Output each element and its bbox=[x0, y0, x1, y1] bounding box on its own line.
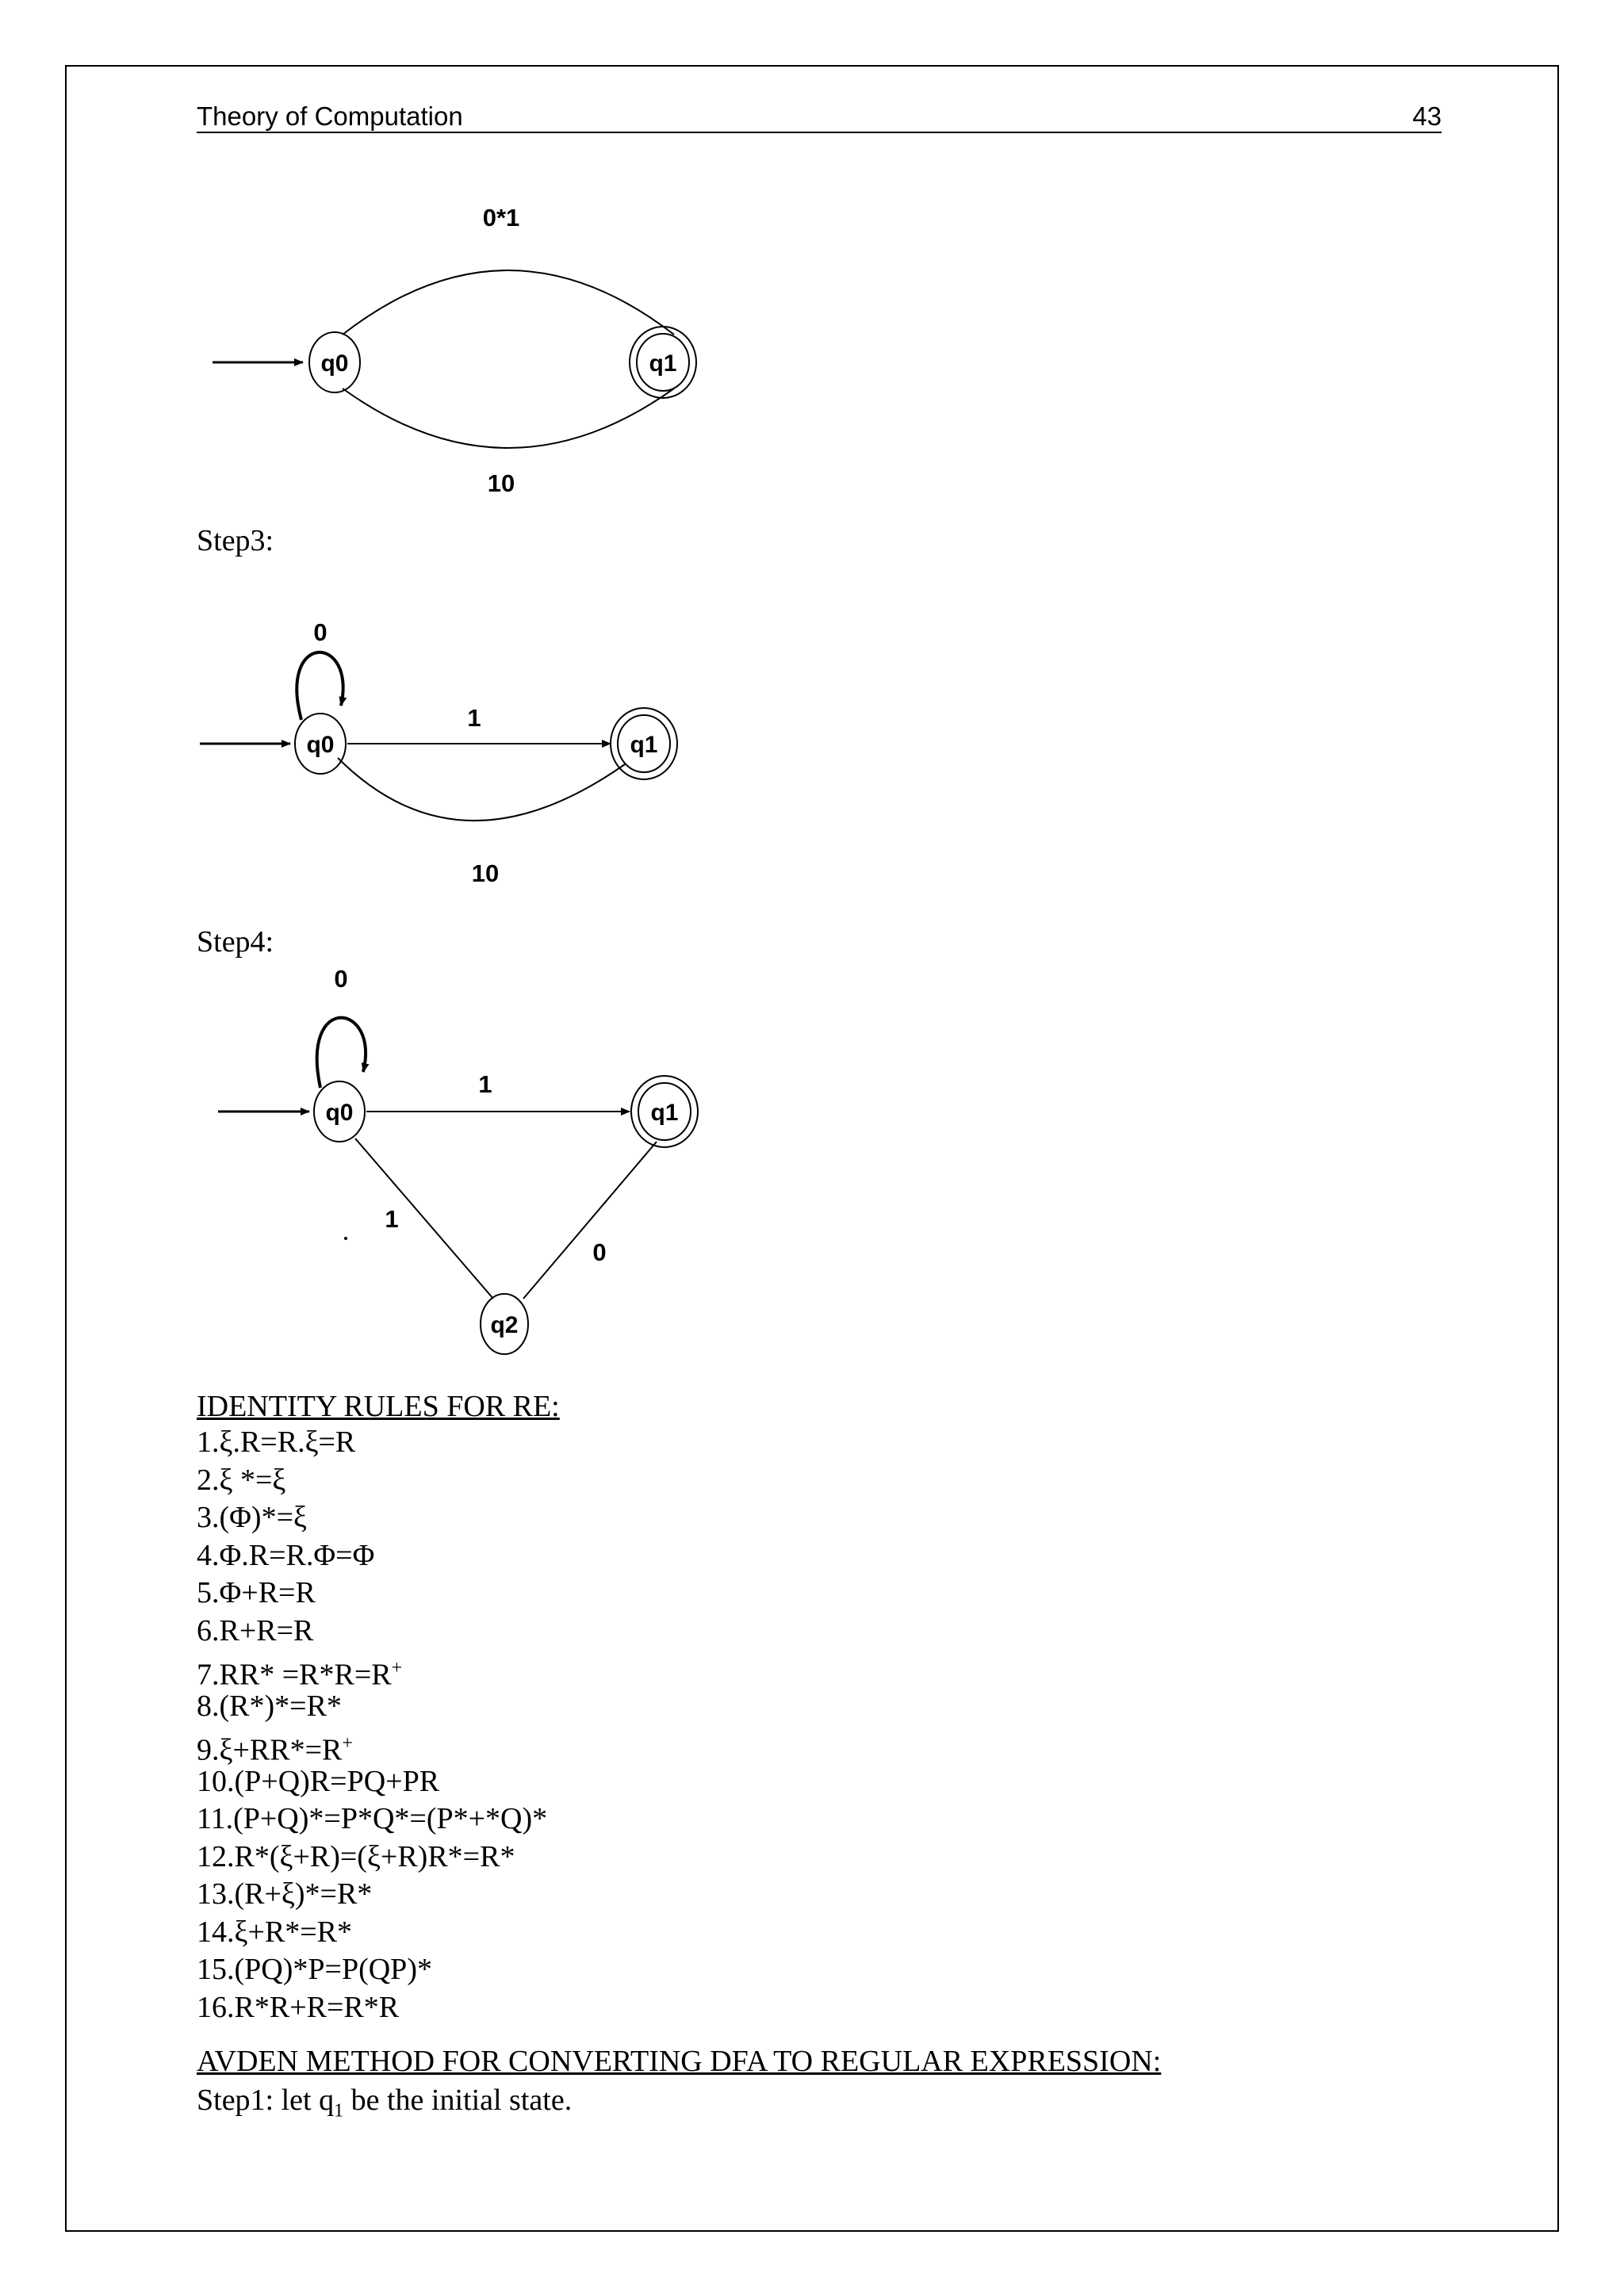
self-loop bbox=[297, 652, 343, 720]
identity-rule bbox=[197, 1613, 547, 1651]
identity-rule-text: 16.R*R+R=R*R bbox=[197, 1990, 400, 2024]
curve-label: 10 bbox=[471, 859, 500, 887]
arden-step1 bbox=[197, 2083, 572, 2122]
identity-rule bbox=[197, 1951, 547, 1989]
step3-label: Step3: bbox=[197, 524, 274, 557]
state-q1-label: q1 bbox=[630, 732, 658, 758]
identity-rule-text: 7.RR* =R*R=R bbox=[197, 1658, 392, 1692]
loop-label: 0 bbox=[334, 965, 348, 993]
edge-q2-q1 bbox=[523, 1142, 657, 1299]
identity-rule bbox=[197, 1688, 547, 1726]
identity-rule-text: 2.ξ *=ξ bbox=[197, 1463, 286, 1497]
arden-method-title: AVDEN METHOD FOR CONVERTING DFA TO REGULAR EXPRESSION: bbox=[197, 2045, 1162, 2078]
identity-rule bbox=[197, 1763, 547, 1801]
identity-rules-list bbox=[197, 1424, 547, 2026]
edge-bottom-label: 10 bbox=[487, 469, 515, 497]
identity-rule bbox=[197, 1876, 547, 1914]
identity-rule-text: 12.R*(ξ+R)=(ξ+R)R*=R* bbox=[197, 1839, 515, 1873]
identity-rule-text: 4.Φ.R=R.Φ=Φ bbox=[197, 1538, 375, 1572]
identity-rule-text: 5.Φ+R=R bbox=[197, 1576, 316, 1609]
diagram-step3 bbox=[200, 652, 677, 821]
step1-text-end: be the initial state. bbox=[343, 2084, 573, 2117]
state-q1-label: q1 bbox=[649, 350, 677, 377]
state-q0-label: q0 bbox=[306, 732, 335, 758]
edge-q0-q2-label: 1 bbox=[385, 1205, 399, 1233]
edge-bottom bbox=[343, 388, 674, 448]
identity-rule bbox=[197, 1462, 547, 1500]
straight-label: 1 bbox=[478, 1070, 492, 1098]
identity-rule-text: 11.(P+Q)*=P*Q*=(P*+*Q)* bbox=[197, 1802, 548, 1835]
identity-rule-text: 8.(R*)*=R* bbox=[197, 1689, 342, 1723]
step1-subscript: 1 bbox=[334, 2100, 344, 2122]
diagram-step4 bbox=[218, 1018, 698, 1354]
loop-label: 0 bbox=[313, 618, 327, 646]
identity-rule-text: 15.(PQ)*P=P(QP)* bbox=[197, 1953, 432, 1986]
identity-rule-superscript: + bbox=[342, 1733, 353, 1754]
identity-rule-text: 6.R+R=R bbox=[197, 1613, 314, 1647]
identity-rule-text: 1.ξ.R=R.ξ=R bbox=[197, 1425, 356, 1459]
identity-rule-text: 3.(Φ)*=ξ bbox=[197, 1501, 307, 1534]
edge-q2-q1-label: 0 bbox=[592, 1238, 607, 1266]
identity-rule bbox=[197, 1537, 547, 1575]
identity-rule bbox=[197, 1650, 547, 1692]
identity-rule bbox=[197, 1499, 547, 1537]
identity-rule bbox=[197, 1424, 547, 1462]
identity-rule bbox=[197, 1989, 547, 2027]
step1-text: Step1: let q bbox=[197, 2084, 335, 2117]
state-q0-label: q0 bbox=[320, 350, 349, 377]
straight-label: 1 bbox=[467, 704, 481, 732]
identity-rule bbox=[197, 1725, 547, 1767]
edge-curve bbox=[338, 758, 625, 821]
identity-rule-text: 10.(P+Q)R=PQ+PR bbox=[197, 1764, 440, 1798]
identity-rule bbox=[197, 1914, 547, 1952]
edge-q0-q2 bbox=[355, 1138, 493, 1299]
identity-rule-text: 14.ξ+R*=R* bbox=[197, 1915, 352, 1949]
identity-rule-text: 13.(R+ξ)*=R* bbox=[197, 1877, 373, 1911]
edge-top-label: 0*1 bbox=[482, 204, 520, 232]
state-q1-label: q1 bbox=[650, 1100, 679, 1126]
diagram-1 bbox=[213, 270, 696, 448]
state-q0-label: q0 bbox=[325, 1100, 354, 1126]
identity-rule bbox=[197, 1800, 547, 1839]
identity-rules-title: IDENTITY RULES FOR RE: bbox=[197, 1390, 560, 1423]
identity-rule bbox=[197, 1575, 547, 1613]
page-number: 43 bbox=[1412, 101, 1442, 131]
identity-rule-superscript: + bbox=[391, 1658, 403, 1678]
step4-label: Step4: bbox=[197, 925, 274, 959]
identity-rule-text: 9.ξ+RR*=R bbox=[197, 1733, 343, 1767]
stray-dot bbox=[344, 1237, 347, 1240]
header-title: Theory of Computation bbox=[197, 101, 463, 131]
identity-rule bbox=[197, 1839, 547, 1877]
self-loop bbox=[317, 1018, 366, 1088]
edge-top bbox=[343, 270, 674, 335]
state-q2-label: q2 bbox=[490, 1312, 519, 1338]
